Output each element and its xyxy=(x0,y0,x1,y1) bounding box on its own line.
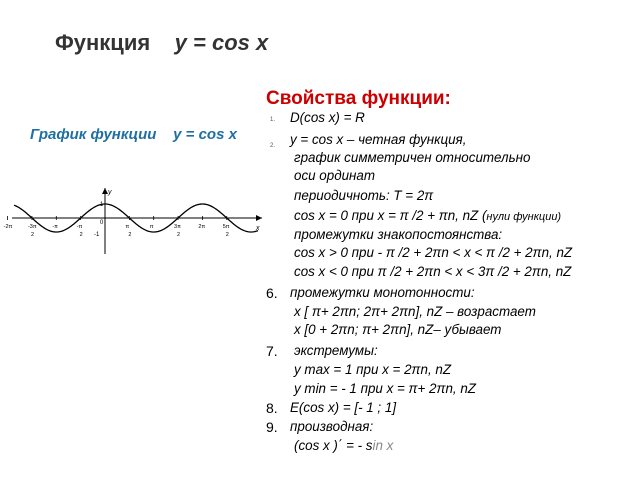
list-number-9: 9. xyxy=(266,419,278,435)
list-number-1: 1. xyxy=(270,117,276,123)
title-formula: y = cos x xyxy=(174,30,269,55)
property-positive: cos x > 0 при - π /2 + 2πn < x < π /2 + 2πn, nZ xyxy=(294,245,573,260)
list-number-2: 2. xyxy=(270,143,276,149)
property-decreasing: x [0 + 2πn; π+ 2πn], nZ– убывает xyxy=(294,322,502,337)
property-domain: D(cos x) = R xyxy=(290,110,365,125)
property-min: y min = - 1 при x = π+ 2πn, nZ xyxy=(294,381,476,396)
property-range: E(cos x) = [- 1 ; 1] xyxy=(290,400,397,415)
y-axis-label: y xyxy=(108,189,112,196)
tick-label: -π xyxy=(52,224,58,230)
tick-label: π xyxy=(149,224,154,230)
graph-caption: График функции y = cos x xyxy=(30,126,237,143)
list-number-6: 6. xyxy=(266,285,278,301)
cosine-graph xyxy=(3,186,265,256)
list-number-7: 7. xyxy=(266,343,278,359)
page-title xyxy=(55,30,268,56)
label-minus-one: -1 xyxy=(94,232,100,238)
tick-label: 5π xyxy=(222,224,230,230)
property-max: y max = 1 при x = 2πn, nZ xyxy=(294,362,452,377)
tick-label-denominator: 2 xyxy=(225,232,229,238)
tick-label-denominator: 2 xyxy=(79,232,83,238)
tick-label: -3π xyxy=(27,224,37,230)
property-symmetry-axis: оси ординат xyxy=(294,168,376,183)
x-axis-arrow xyxy=(256,215,262,221)
zeros-note: нули функции) xyxy=(486,211,562,223)
tick-label: 3π xyxy=(174,224,181,230)
tick-labels xyxy=(0,216,230,238)
zeros-text: cos x = 0 при x = π /2 + πn, nZ ( xyxy=(294,208,487,223)
property-monotonicity: промежутки монотонности: xyxy=(290,285,475,300)
property-symmetry: график симметричен относительно xyxy=(294,150,531,165)
tick-label-denominator: 2 xyxy=(177,232,181,238)
list-number-8: 8. xyxy=(266,400,278,416)
property-derivative-label: производная: xyxy=(290,419,374,434)
tick-label: 2π xyxy=(198,224,206,230)
property-sign-intervals: промежутки знакопостоянства: xyxy=(294,227,503,242)
tick-label: -π xyxy=(76,224,83,230)
property-even: y = cos x – четная функция, xyxy=(290,132,467,147)
tick-label: -2π xyxy=(3,224,13,230)
properties-heading: Свойства функции: xyxy=(266,88,451,109)
property-increasing: x [ π+ 2πn; 2π+ 2πn], nZ – возрастает xyxy=(294,304,536,319)
property-negative: cos x < 0 при π /2 + 2πn < x < 3π /2 + 2πn, nZ xyxy=(294,264,572,279)
derivative-text: (cos x )΄ = - s xyxy=(294,438,373,453)
property-extrema: экстремумы: xyxy=(294,343,378,358)
property-zeros xyxy=(294,208,561,225)
derivative-tail: in x xyxy=(372,438,394,453)
tick-label-denominator: 2 xyxy=(128,232,132,238)
label-one: 1 xyxy=(100,202,104,208)
x-axis-label: x xyxy=(256,225,260,232)
property-period: периодичноть: T = 2π xyxy=(294,188,434,203)
property-derivative xyxy=(294,438,393,454)
label-origin: 0 xyxy=(100,220,104,226)
tick-label: π xyxy=(125,224,130,230)
tick-label-denominator: 2 xyxy=(30,232,35,238)
title-prefix: Функция xyxy=(55,30,151,55)
